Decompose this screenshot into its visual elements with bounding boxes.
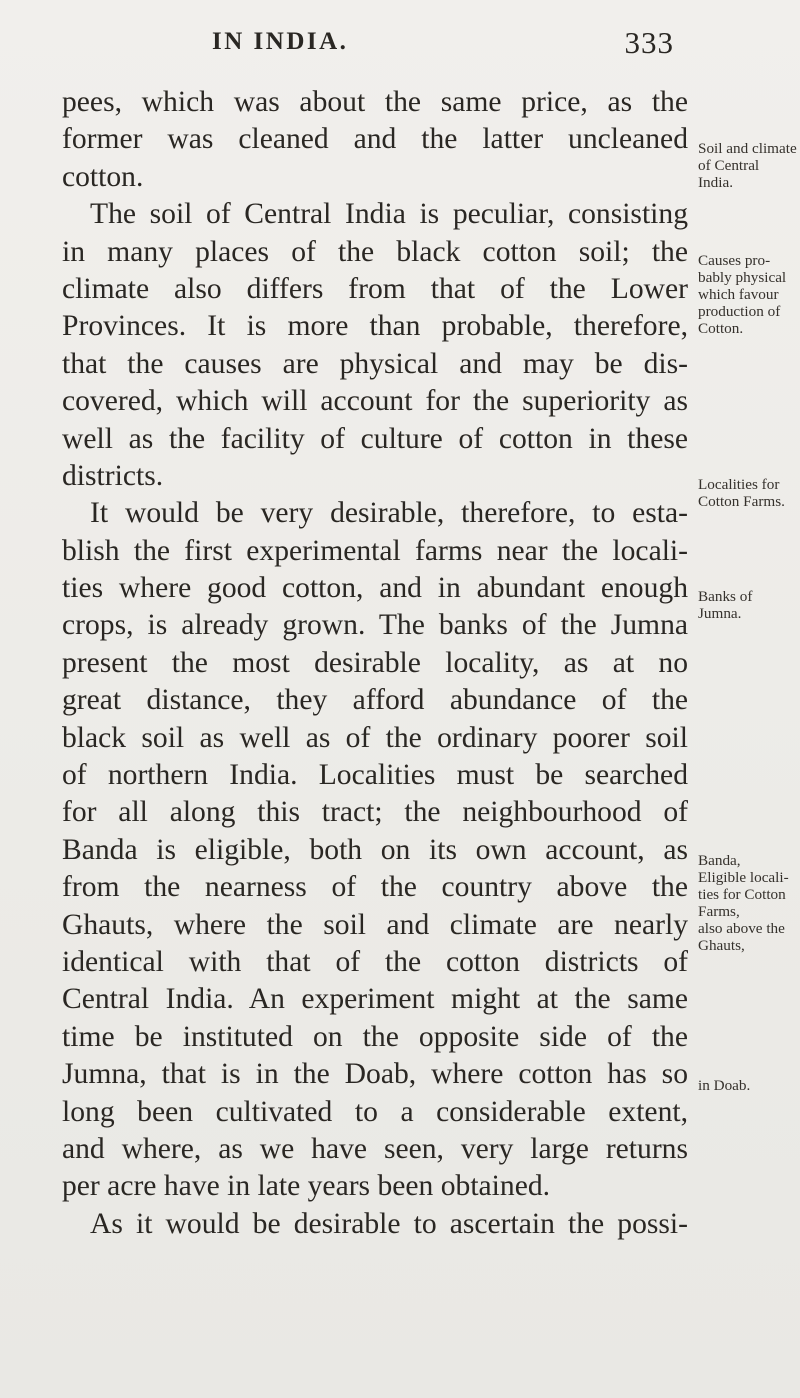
margin-note-line: Ghauts, bbox=[698, 937, 745, 954]
text-line: As it would be desirable to ascertain the possi- bbox=[90, 1207, 688, 1240]
text-line: time be instituted on the opposite side of the bbox=[62, 1020, 688, 1053]
running-head-title: IN INDIA. bbox=[212, 28, 349, 55]
page-number: 333 bbox=[624, 25, 674, 60]
margin-note-line: bably physical bbox=[698, 269, 787, 286]
text-line: long been cultivated to a considerable extent, bbox=[62, 1095, 688, 1128]
text-line: Provinces. It is more than probable, therefore, bbox=[62, 310, 688, 343]
text-line: climate also differs from that of the Lower bbox=[62, 272, 688, 305]
margin-note-line: Jumna. bbox=[698, 605, 742, 622]
margin-note-line: in Doab. bbox=[698, 1077, 751, 1094]
text-line: cotton. bbox=[62, 160, 144, 193]
margin-note-line: ties for Cotton bbox=[698, 886, 786, 903]
text-line: well as the facility of culture of cotton in these bbox=[62, 422, 688, 455]
text-line: former was cleaned and the latter uncleaned bbox=[62, 123, 688, 156]
text-line: blish the first experimental farms near the locali- bbox=[62, 534, 688, 567]
margin-note-line: production of bbox=[698, 303, 781, 320]
text-line: present the most desirable locality, as at no bbox=[62, 646, 688, 679]
text-line: It would be very desirable, therefore, to esta- bbox=[90, 497, 688, 530]
margin-note-line: Localities for bbox=[698, 476, 780, 493]
margin-note-doab bbox=[698, 1077, 798, 1094]
margin-note-line: Causes pro- bbox=[698, 252, 771, 269]
text-line: crops, is already grown. The banks of the Jumna bbox=[62, 609, 688, 642]
text-line: Banda is eligible, both on its own account, as bbox=[62, 833, 688, 866]
text-line: covered, which will account for the superiority as bbox=[62, 385, 688, 418]
text-line: for all along this tract; the neighbourhood of bbox=[62, 796, 688, 829]
margin-note-line: Farms, bbox=[698, 903, 740, 920]
margin-note-line: Cotton. bbox=[698, 320, 744, 337]
margin-note-banda bbox=[698, 852, 798, 954]
margin-note-line: of Central bbox=[698, 157, 760, 174]
margin-note-line: Banks of bbox=[698, 588, 753, 605]
text-line: great distance, they afford abundance of the bbox=[62, 684, 688, 717]
text-line: in many places of the black cotton soil; the bbox=[62, 235, 688, 268]
text-line: Jumna, that is in the Doab, where cotton has so bbox=[62, 1058, 688, 1091]
margin-note-banks bbox=[698, 588, 798, 622]
margin-note-soil bbox=[698, 140, 798, 191]
text-line: Ghauts, where the soil and climate are nearly bbox=[62, 908, 688, 941]
margin-note-line: also above the bbox=[698, 920, 785, 937]
text-line: districts. bbox=[62, 459, 164, 492]
margin-note-line: India. bbox=[698, 174, 734, 191]
text-line: that the causes are physical and may be dis- bbox=[62, 347, 688, 380]
text-line: and where, as we have seen, very large returns bbox=[62, 1132, 688, 1165]
body-text bbox=[62, 84, 688, 1243]
text-line: black soil as well as of the ordinary poorer soil bbox=[62, 721, 688, 754]
margin-note-line: Cotton Farms. bbox=[698, 493, 785, 510]
running-head bbox=[62, 25, 674, 68]
text-line: per acre have in late years been obtained. bbox=[62, 1170, 551, 1203]
margin-note-causes bbox=[698, 252, 798, 337]
text-line: identical with that of the cotton districts of bbox=[62, 945, 688, 978]
text-line: pees, which was about the same price, as the bbox=[62, 86, 688, 118]
margin-note-line: which favour bbox=[698, 286, 779, 303]
text-line: ties where good cotton, and in abundant enough bbox=[62, 572, 688, 605]
margin-note-line: Eligible locali- bbox=[698, 869, 789, 886]
text-line: The soil of Central India is peculiar, consisting bbox=[90, 198, 688, 231]
text-line: of northern India. Localities must be searched bbox=[62, 759, 688, 792]
margin-note-line: Soil and climate bbox=[698, 140, 797, 157]
margin-note-line: Banda, bbox=[698, 852, 741, 869]
text-line: Central India. An experiment might at the same bbox=[62, 983, 688, 1016]
margin-note-localities bbox=[698, 476, 798, 510]
text-line: from the nearness of the country above the bbox=[62, 871, 688, 904]
